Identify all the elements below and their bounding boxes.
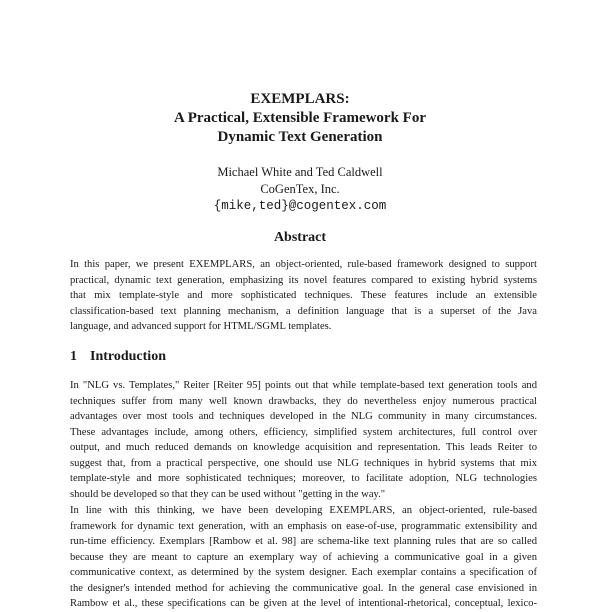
- abstract-line: practical, dynamic text generation, emphasizing its novel features compared to existing hybrid systems: [70, 274, 537, 286]
- section-number: 1: [70, 349, 77, 364]
- author-affiliation: CoGenTex, Inc.: [260, 182, 340, 196]
- abstract-line: classification-based text planning mechanism, a definition language that is a superset of the Java: [70, 305, 537, 317]
- paragraph-line: communicative context, as determined by the system designer. Each exemplar contains a specification of: [70, 567, 537, 578]
- paragraph-line: In line with this thinking, we have been developing EXEMPLARS, an object-oriented, rule-based: [70, 505, 537, 516]
- abstract-body: [70, 257, 537, 335]
- author-email: {mike,ted}@cogentex.com: [213, 199, 387, 213]
- intro-paragraph-2: [70, 503, 537, 612]
- paragraph-line: template-style and more sophisticated techniques; moreover, to facilitate adoption, NLG technologies: [70, 473, 537, 484]
- author-names: Michael White and Ted Caldwell: [217, 165, 383, 179]
- paragraph-line: the designer's intended method for achieving the communicative goal. In the general case envisioned in: [70, 582, 537, 594]
- paragraph-line: should be developed so that they can be used without "getting in the way.": [70, 488, 386, 500]
- section-title: Introduction: [90, 349, 166, 364]
- intro-paragraph-1: [70, 378, 537, 502]
- abstract-line: language, and advanced support for HTML/SGML templates.: [70, 321, 332, 332]
- paragraph-line: advantages over most tools and techniques developed in the NLG community in many circumstances.: [70, 411, 537, 422]
- paragraph-line: output, and much reduced demands on knowledge acquisition and representation. This leads Reiter to: [70, 442, 537, 453]
- paragraph-line: techniques suffer from many well known drawbacks, they do nevertheless enjoy numerous practical: [70, 395, 537, 407]
- paragraph-line: run-time efficiency. Exemplars [Rambow et al. 98] are schema-like text planning rules that are so called: [70, 536, 537, 547]
- paper-title: [0, 90, 600, 147]
- abstract-line: In this paper, we present EXEMPLARS, an object-oriented, rule-based framework designed to support: [70, 259, 537, 270]
- abstract-line: that mix template-style and more sophisticated techniques. These features include an extensible: [70, 290, 537, 301]
- author-block: [0, 164, 600, 215]
- paragraph-line: because they are meant to capture an exemplary way of achieving a communicative goal in a given: [70, 551, 537, 563]
- section-heading-introduction: [70, 349, 166, 365]
- abstract-heading: Abstract: [273, 230, 327, 245]
- paragraph-line: suggest that, from a practical perspective, one should use NLG techniques in hybrid systems that mix: [70, 457, 537, 469]
- paragraph-line: These advantages include, among others, efficiency, simplified system architectures, full control over: [70, 426, 537, 438]
- paragraph-line: Rambow et al., these specifications can be given at the level of intentional-rhetorical, conceptual, lexico-: [70, 598, 537, 609]
- paragraph-line: framework for dynamic text generation, with an emphasis on ease-of-use, programmatic extensibility and: [70, 520, 537, 532]
- title-line-3: Dynamic Text Generation: [217, 129, 383, 145]
- title-line-2: A Practical, Extensible Framework For: [173, 110, 427, 126]
- paragraph-line: In "NLG vs. Templates," Reiter [Reiter 95] points out that while template-based text generation tools and: [70, 380, 537, 391]
- title-line-1: EXEMPLARS:: [250, 91, 350, 107]
